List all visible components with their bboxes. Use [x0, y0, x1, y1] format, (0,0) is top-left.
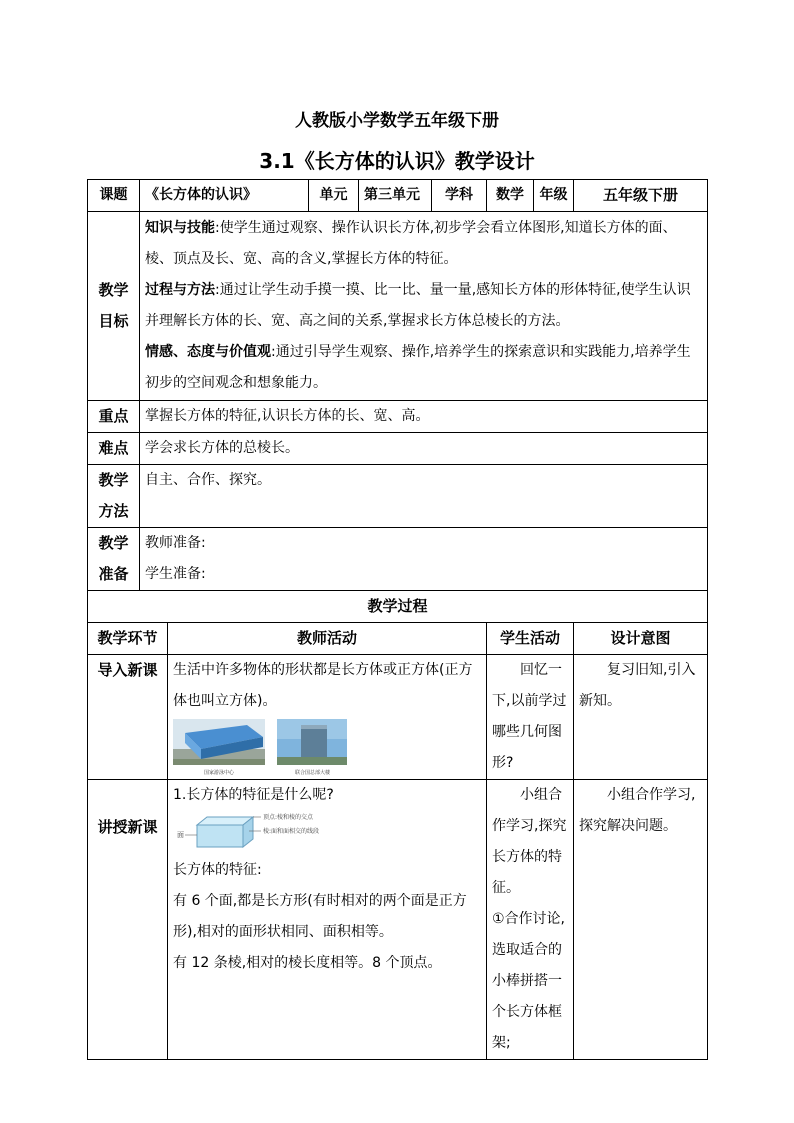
goal-process: 过程与方法:通过让学生动手摸一摸、比一比、量一量,感知长方体的形体特征,使学生认识并理解长方体的长、宽、高之间的关系,掌握求长方体总棱长的方法。: [145, 282, 691, 329]
photo1-caption: 国家游泳中心: [203, 770, 234, 776]
intro-teacher-text: 生活中许多物体的形状都是长方体或正方体(正方体也叫立方体)。: [173, 662, 473, 709]
difficulty-label: 难点: [88, 433, 140, 465]
topic-value: 《长方体的认识》: [140, 180, 309, 212]
intro-student-activity: 回忆一下,以前学过哪些几何图形?: [487, 655, 574, 780]
col-teacher-header: 教师活动: [168, 623, 487, 655]
lesson-student-text-1: 小组合作学习,探究长方体的特征。: [492, 787, 567, 896]
prep-row: [88, 528, 708, 591]
goals-label: 教学 目标: [88, 212, 140, 401]
difficulty-text: 学会求长方体的总棱长。: [140, 433, 708, 465]
topic-label: 课题: [88, 180, 140, 212]
lesson-stage: 讲授新课: [88, 780, 168, 1060]
col-student-header: 学生活动: [487, 623, 574, 655]
lesson-teacher-activity: [168, 780, 487, 1060]
intro-teacher-activity: [168, 655, 487, 780]
subject-value: 数学: [487, 180, 534, 212]
lesson-row: [88, 780, 708, 1060]
document-subtitle: 人教版小学数学五年级下册: [295, 111, 499, 131]
lesson-plan-table: [87, 179, 708, 1060]
difficulty-row: [88, 433, 708, 465]
col-stage-header: 教学环节: [88, 623, 168, 655]
method-row: [88, 465, 708, 528]
lesson-design-intent: 小组合作学习,探究解决问题。: [574, 780, 708, 1060]
feature-edges-vertices: 有 12 条棱,相对的棱长度相等。8 个顶点。: [173, 955, 442, 971]
photo2-caption: 联合国总部大楼: [294, 770, 330, 776]
lesson-student-activity: [487, 780, 574, 1060]
lesson-student-text-2: ①合作讨论,选取适合的小棒拼搭一个长方体框架;: [492, 911, 566, 1051]
feature-faces: 有 6 个面,都是长方形(有时相对的两个面是正方形),相对的面形状相同、面积相等。: [173, 893, 467, 940]
goals-row: [88, 212, 708, 401]
intro-row: [88, 655, 708, 780]
process-header-row: [88, 623, 708, 655]
intro-design-intent: 复习旧知,引入新知。: [574, 655, 708, 780]
document-title: 3.1《长方体的认识》教学设计: [259, 149, 535, 173]
building-photo-2: [277, 719, 347, 765]
process-heading: 教学过程: [88, 591, 708, 623]
features-title: 长方体的特征:: [173, 862, 262, 878]
goal-knowledge: 知识与技能:使学生通过观察、操作认识长方体,初步学会看立体图形,知道长方体的面、棱、顶点及长、宽、高的含义,掌握长方体的特征。: [145, 220, 677, 267]
intro-stage: 导入新课: [88, 655, 168, 780]
building-photo-1: [173, 719, 265, 765]
prep-content: [140, 528, 708, 591]
goal-emotion: 情感、态度与价值观:通过引导学生观察、操作,培养学生的探索意识和实践能力,培养学生初步的空间观念和想象能力。: [145, 344, 691, 391]
method-label: 教学 方法: [88, 465, 140, 528]
unit-label: 单元: [309, 180, 359, 212]
lesson-question: 1.长方体的特征是什么呢?: [173, 787, 334, 803]
key-point-text: 掌握长方体的特征,认识长方体的长、宽、高。: [140, 401, 708, 433]
photo-national-aquatics-center: [173, 719, 265, 777]
process-heading-row: [88, 591, 708, 623]
key-point-row: [88, 401, 708, 433]
diagram-face-label: 面: [177, 831, 184, 839]
cuboid-diagram: [173, 811, 481, 855]
unit-value: 第三单元: [359, 180, 432, 212]
prep-student: 学生准备:: [145, 566, 206, 582]
info-row: [88, 180, 708, 212]
photo-un-headquarters: [277, 719, 347, 777]
key-point-label: 重点: [88, 401, 140, 433]
prep-label: 教学 准备: [88, 528, 140, 591]
col-intent-header: 设计意图: [574, 623, 708, 655]
method-text: 自主、合作、探究。: [140, 465, 708, 528]
goals-content: [140, 212, 708, 401]
diagram-vertex-label: 顶点:棱和棱的交点: [263, 814, 314, 821]
prep-teacher: 教师准备:: [145, 535, 206, 551]
diagram-edge-label: 棱:面和面相交的线段: [263, 828, 320, 835]
subject-label: 学科: [432, 180, 487, 212]
grade-label: 年级: [534, 180, 574, 212]
grade-value: 五年级下册: [574, 180, 708, 212]
